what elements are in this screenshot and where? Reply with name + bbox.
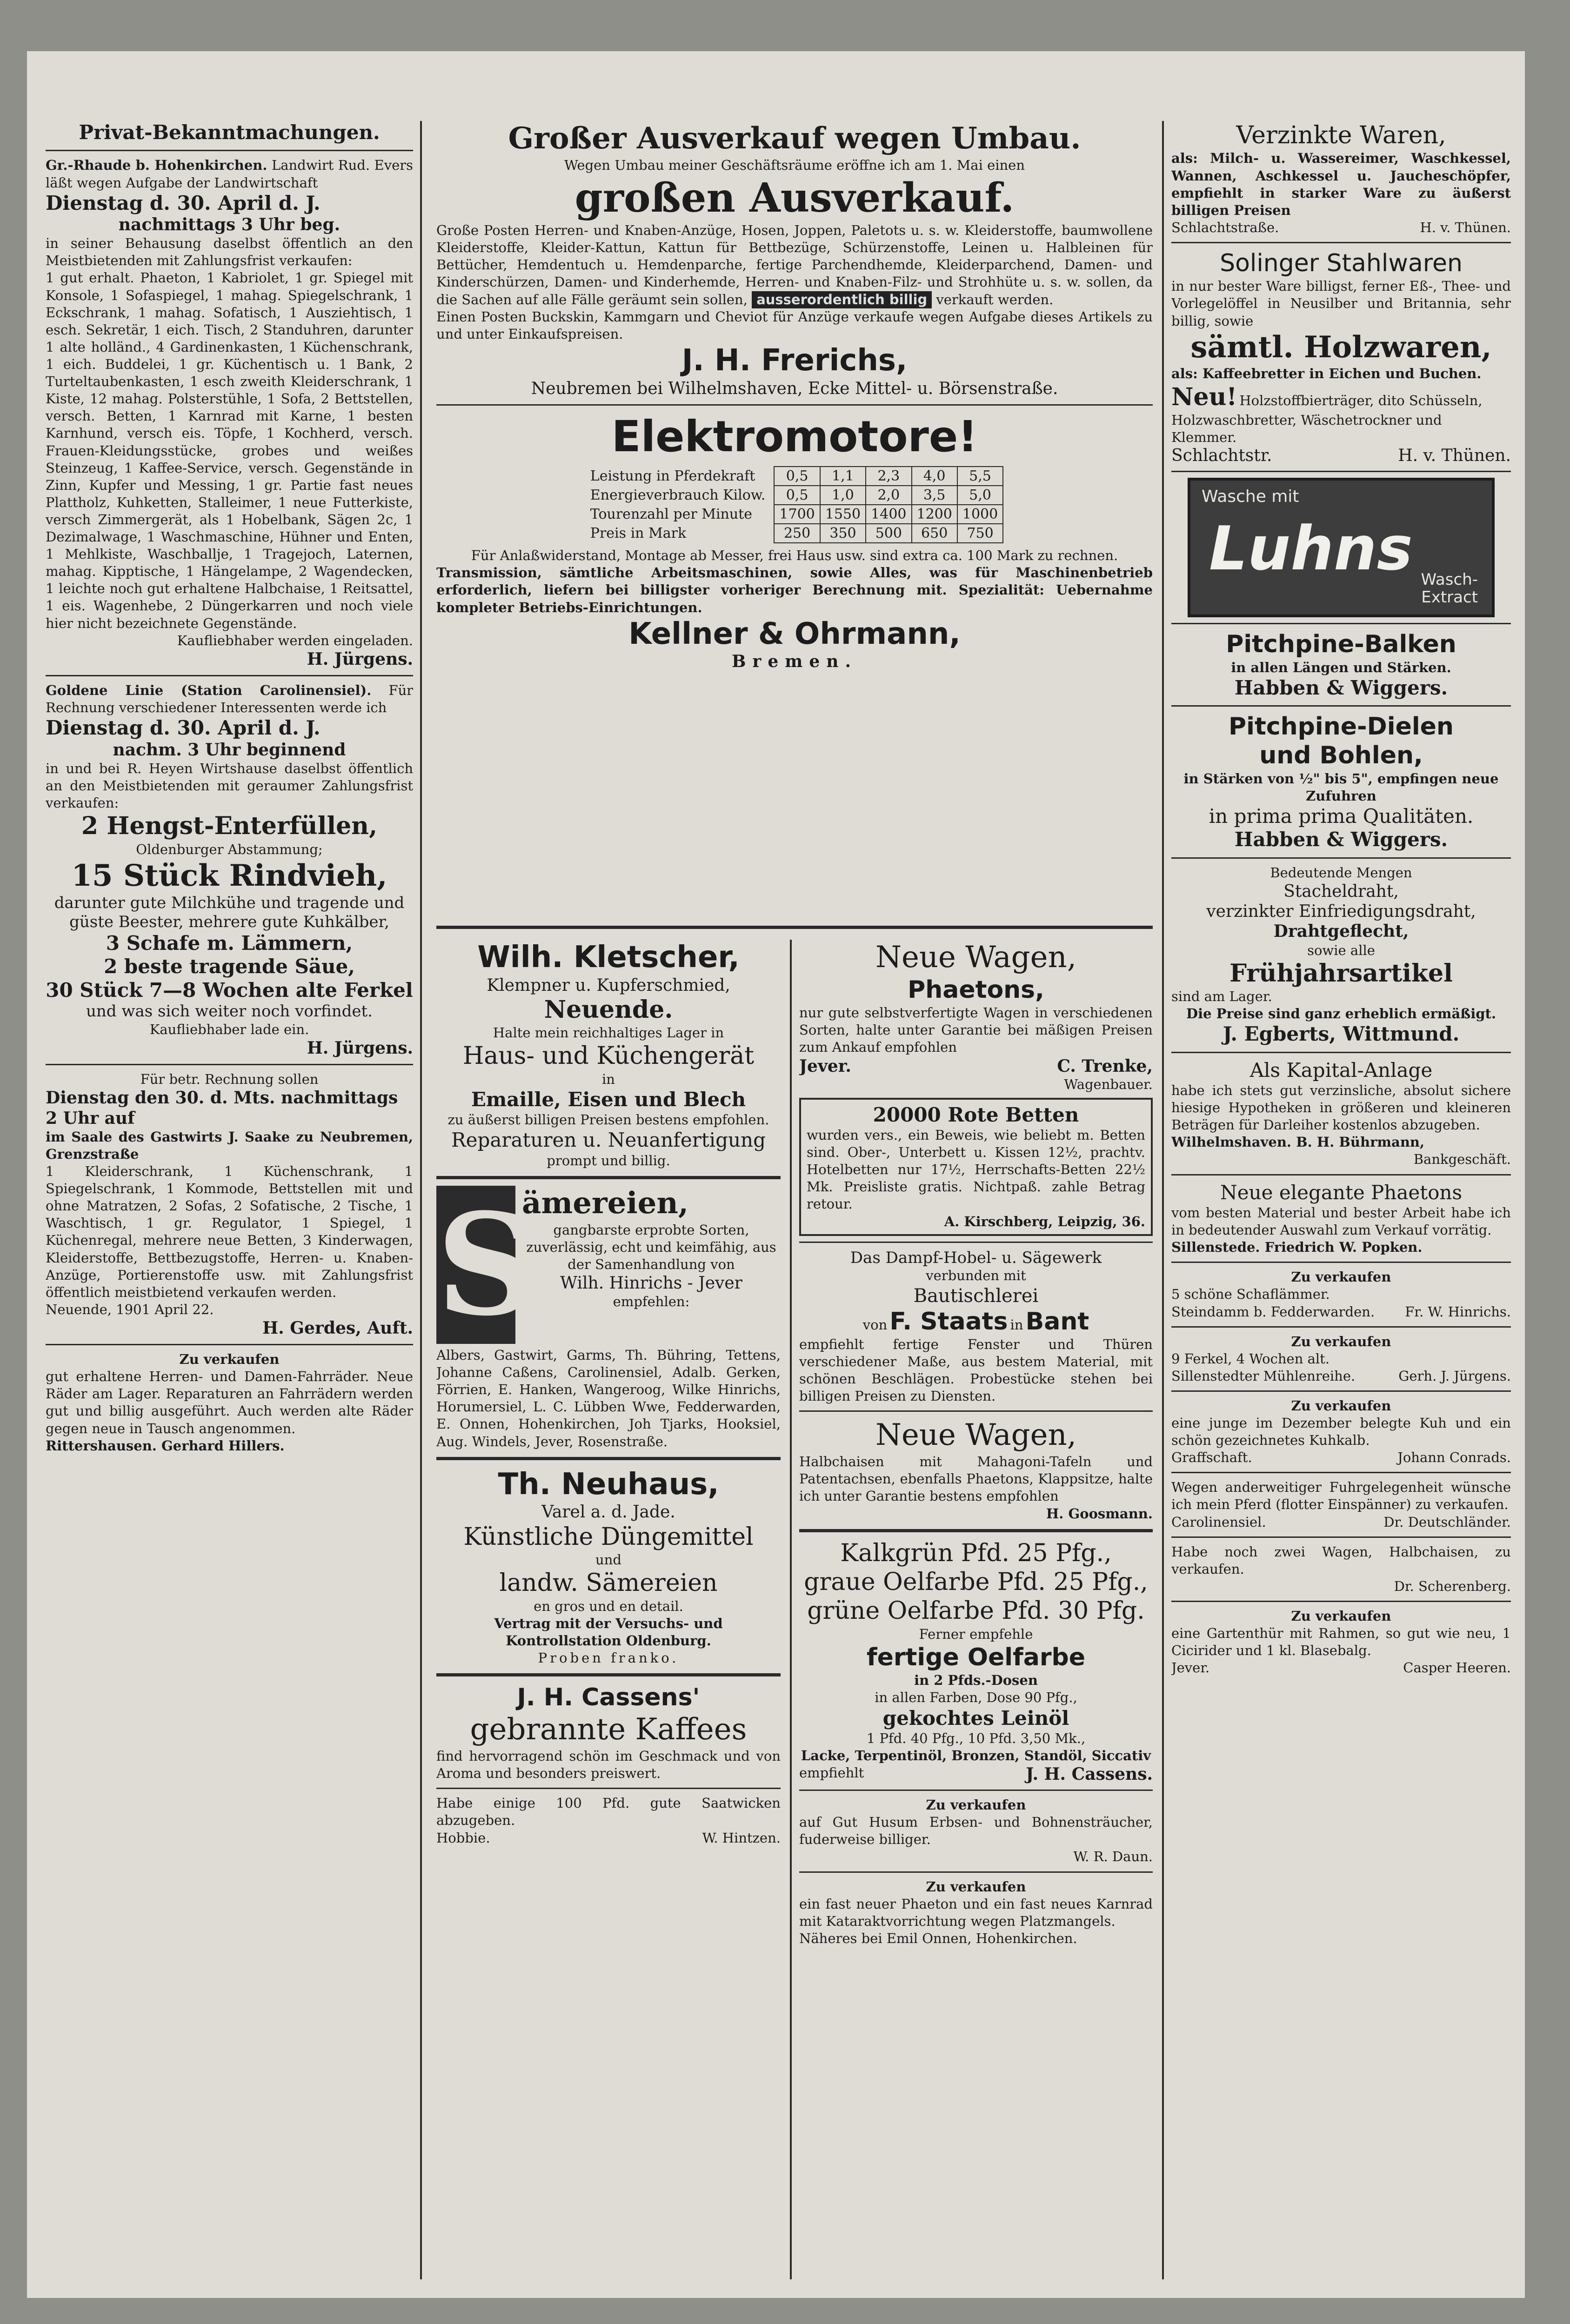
ad-signer: H. v. Thünen. [1398, 446, 1511, 466]
spec-label: Energieverbrauch Kilow. [590, 487, 766, 504]
ad-title: Zu verkaufen [1291, 1333, 1391, 1349]
ad-place: Jever. [1171, 1660, 1210, 1676]
column-rule [1162, 121, 1164, 2279]
divider [436, 1457, 781, 1460]
ad-text: Halbchaisen mit Mahagoni-Tafeln und Patentachsen, ebenfalls Phaetons, Klappsitze, halte ich unter Garantie bestens empfohlen [799, 1454, 1153, 1504]
spec-cell: 0,5 [774, 486, 820, 505]
divider [436, 1788, 781, 1789]
ad-trade: Klempner u. Kupferschmied, [487, 975, 730, 995]
ad-place: Bant [1025, 1307, 1089, 1336]
spec-cell: 1700 [774, 505, 820, 524]
ad-text: vom besten Material und bester Arbeit habe ich in bedeutender Auswahl zum Verkauf vorrätig. [1171, 1204, 1511, 1238]
ad-sub: Phaetons, [908, 975, 1044, 1004]
ad-frerichs [436, 121, 1153, 399]
ad-text: sind am Lager. [1171, 988, 1272, 1005]
ad-big-line: Reparaturen u. Neuanfertigung [451, 1129, 766, 1152]
ad-big-line: großen Ausverkauf. [575, 174, 1015, 221]
ad-place: Varel a. d. Jade. [541, 1503, 675, 1522]
ad-text: verkauft werden. [936, 291, 1054, 307]
divider [799, 1242, 1153, 1243]
ad-firm: Kellner & Ohrmann, [628, 616, 961, 651]
ad-text: Große Posten Herren- und Knaben-Anzüge, Hosen, Joppen, Paletots u. s. w. Kleiderstoffe, baumwollene Kleiderstoffe, Kleider-Kattun, Kattun für Bettbezüge, Schürzenstoffe, Leinen u. Halbleinen für Bettücher, Hemdentuch u. Hemdenparche, fertige Parchendhemde, Kleiderparchend, Damen- und Kinderschürzen, Damen- und Kinderhemde, Herren- und Knaben-Filz- und Strohhüte u. s. w. sollen, da die Sachen auf alle Fälle geräumt sein sollen, [436, 222, 1153, 307]
ad-place: Neuende. [544, 995, 673, 1024]
ad-title: und Bohlen, [1259, 741, 1423, 770]
ad-title: Elektromotore! [611, 411, 978, 461]
ad-big-line: sämtl. Holzwaren, [1190, 329, 1492, 365]
divider [1171, 705, 1511, 707]
ad-title: Verzinkte Waren, [1236, 121, 1446, 149]
spec-cell: 0,5 [774, 467, 820, 486]
ad-text: Bedeutende Mengen [1270, 864, 1412, 881]
auction-ad-gr-rhaude [46, 157, 413, 669]
ad-habben-balken [1171, 630, 1511, 700]
divider [1171, 471, 1511, 472]
ad-line: Kalkgrün Pfd. 25 Pfg., [840, 1539, 1112, 1567]
ad-date: Dienstag d. 30. April d. J. [46, 716, 321, 740]
ad-text: auf Gut Husum Erbsen- und Bohnensträucher, fuderweise billiger. [799, 1814, 1153, 1848]
ad-popken [1171, 1181, 1511, 1256]
ad-firm: Habben & Wiggers. [1234, 828, 1448, 851]
ad-text: eine junge im Dezember belegte Kuh und ein schön gezeichnetes Kuhkalb. [1171, 1415, 1511, 1449]
divider [799, 1410, 1153, 1412]
ad-signer: H. Jürgens. [307, 649, 413, 669]
ad-text: Habe noch zwei Wagen, Halbchaisen, zu verkaufen. [1171, 1543, 1511, 1577]
ad-title: Zu verkaufen [926, 1797, 1026, 1813]
ad-sub-line: Oldenburger Abstammung; [136, 841, 323, 857]
small-ad [1171, 1536, 1511, 1595]
ad-text: in Stärken von ½" bis 5", empfingen neue Zufuhren [1183, 770, 1499, 804]
ad-text: Einen Posten Buckskin, Kammgarn und Cheviot für Anzüge verkaufe wegen Aufgabe dieses Artikels zu und unter Einkaufspreisen. [436, 308, 1153, 342]
ad-signer: Dr. Scherenberg. [1394, 1578, 1511, 1594]
column-3 [1171, 121, 1511, 2279]
ad-place: Sillenstedter Mühlenreihe. [1171, 1368, 1356, 1384]
ad-place: Jever. [799, 1056, 851, 1076]
ad-trenke [799, 940, 1153, 1093]
ad-onnen [799, 1878, 1153, 1947]
ad-title: ämereien, [522, 1185, 689, 1221]
small-ads [1171, 1262, 1511, 1676]
ad-dateline: Neuende, 1901 April 22. [46, 1301, 214, 1317]
ad-title: Neue Wagen, [875, 1418, 1077, 1453]
ad-text: Das Dampf-Hobel- u. Sägewerk [850, 1248, 1102, 1267]
ad-time: nachm. 3 Uhr beginnend [113, 740, 346, 760]
ad-text: in nur bester Ware billigst, ferner Eß-, Thee- und Vorlegelöffel in Neusilber und Britannia, sehr billig, sowie [1171, 278, 1511, 329]
ad-text: empfiehlt [799, 1765, 864, 1781]
ad-firm: A. Kirschberg, Leipzig, 36. [944, 1213, 1145, 1229]
ad-text: ein fast neuer Phaeton und ein fast neues Karnrad mit Kataraktvorrichtung wegen Platzmangels. [799, 1896, 1153, 1929]
ad-text: empfehlen: [613, 1294, 690, 1310]
ad-text: in allen Längen und Stärken. [1231, 659, 1451, 675]
ad-text: Proben franko. [538, 1650, 679, 1666]
divider [46, 1344, 413, 1345]
ad-egberts [1171, 864, 1511, 1046]
small-ad [1171, 1601, 1511, 1676]
spec-cell: 4,0 [912, 467, 957, 486]
spec-cell: 350 [820, 524, 866, 543]
ad-goosmann [799, 1417, 1153, 1522]
divider [799, 1871, 1153, 1873]
ad-text: eine Gartenthür mit Rahmen, so gut wie neu, 1 Cicirider und 1 kl. Blasebalg. [1171, 1625, 1511, 1659]
ad-signer: Fr. W. Hinrichs. [1405, 1303, 1511, 1320]
divider [436, 926, 1153, 929]
ad-place: Graffschaft. [1171, 1449, 1252, 1466]
ad-text: Wegen anderweitiger Fuhrgelegenheit wünsche ich mein Pferd (flotter Einspänner) zu verkaufen. [1171, 1479, 1511, 1513]
divider [436, 404, 1153, 406]
small-ad [1171, 1326, 1511, 1385]
ad-place: Carolinensiel. [1171, 1514, 1266, 1530]
spec-cell: 650 [912, 524, 957, 543]
ad-trade: Wagenbauer. [1064, 1076, 1153, 1092]
newspaper-page [27, 51, 1525, 2298]
ad-elektromotore [436, 411, 1153, 672]
spec-cell: 1,1 [820, 467, 866, 486]
ad-text: 1 Pfd. 40 Pfg., 10 Pfd. 3,50 Mk., [866, 1730, 1086, 1746]
spec-cell: 1400 [866, 505, 911, 524]
cheap-banner: ausserordentlich billig [752, 291, 932, 308]
ad-text: Halte mein reichhaltiges Lager in [493, 1025, 724, 1041]
spec-cell: 750 [957, 524, 1003, 543]
ad-big-line: 2 Hengst-Enterfüllen, [81, 812, 378, 841]
small-ad [1171, 1262, 1511, 1320]
ad-text: 5 schöne Schaflämmer. [1171, 1286, 1330, 1302]
ad-text: Holzstoffbierträger, dito Schüsseln, Holzwaschbretter, Wäschetrockner und Klemmer. [1171, 392, 1483, 446]
ad-text: 9 Ferkel, 4 Wochen alt. [1171, 1350, 1330, 1367]
ad-thuenen-verzinkt [1171, 121, 1511, 236]
ad-signer: W. Hintzen. [702, 1830, 781, 1846]
motor-spec-table [586, 466, 1003, 543]
ad-title: Pitchpine-Dielen [1229, 713, 1454, 741]
ad-signer: Rittershausen. Gerhard Hillers. [46, 1437, 285, 1454]
column-2-right [799, 940, 1153, 2279]
ad-text: verbunden mit [926, 1268, 1026, 1284]
ad-text: als: Kaffeebretter in Eichen und Buchen. [1171, 366, 1482, 382]
ad-text: als: Milch- u. Wassereimer, Waschkessel, Wannen, Aschkessel u. Jaucheschöpfer, empfiehlt in starker Ware zu äußerst billigen Preisen [1171, 150, 1511, 218]
ad-title: Solinger Stahlwaren [1220, 249, 1463, 277]
spec-cell: 500 [866, 524, 911, 543]
spec-row [586, 505, 1003, 524]
ad-text: habe ich stets gut verzinsliche, absolut sichere hiesige Hypotheken in größeren und kleineren Beträgen für Darleiher kostenlos abzugeben. [1171, 1082, 1511, 1133]
ad-text: 1 Kleiderschrank, 1 Küchenschrank, 1 Spiegelschrank, 1 Kommode, Bettstellen mit und ohne Matratzen, 2 Sofas, 2 Sofatische, 2 Tische, 1 Waschtisch, 1 gr. Regulator, 1 Spiegel, 1 Küchenregal, mehrere neue Betten, 3 Kinderwagen, Kleiderstoffe, Bettbezugstoffe, Herren- u. Knaben-Anzüge, Portierenstoffe usw. mit Zahlungsfrist öffentlich meistbietend verkaufen werden. [46, 1163, 413, 1300]
divider [1171, 623, 1511, 624]
divider [46, 150, 413, 151]
ad-text: und [595, 1552, 621, 1568]
ad-title: Th. Neuhaus, [498, 1467, 719, 1502]
ad-line: Stacheldraht, [1283, 882, 1399, 901]
ad-text: nur gute selbstverfertigte Wagen in verschiedenen Sorten, halte unter Garantie bei mäßigen Preisen zum Ankauf empfohlen [799, 1005, 1153, 1055]
ad-city: Bremen. [731, 652, 857, 672]
ad-signer: H. Goosmann. [1046, 1505, 1153, 1522]
ad-text: Für Anlaßwiderstand, Montage ab Messer, frei Haus usw. sind extra ca. 100 Mark zu rechnen. [471, 548, 1118, 564]
ad-signer: H. Jürgens. [307, 1038, 413, 1058]
logo-text: Luhns [1209, 513, 1413, 584]
ad-items: 1 gut erhalt. Phaeton, 1 Kabriolet, 1 gr. Spiegel mit Konsole, 1 Sofaspiegel, 1 mahag. Spiegelschrank, 1 Eckschrank, 1 mahag. Sofatisch, 1 Ausziehtisch, 1 esch. Sekretär, 1 eich. Tisch, 2 Standuhren, darunter 1 alte holländ., 4 Gardinenkasten, 1 Küchenschrank, 1 eich. Buddelei, 1 gr. Küchentisch u. 1 Bank, 2 Turteltaubenkasten, 1 esch zweith Kleiderschrank, 1 Kiste, 12 mahag. Polsterstühle, 1 Sofa, 2 Bettstellen, versch. Betten, 1 Karnrad mit Karne, 1 besten Karnhund, versch eis. Töpfe, 1 Kochherd, versch. Frauen-Kleidungsstücke, grobes und weißes Steinzeug, 1 Kaffee-Service, versch. Gegenstände in Zinn, Kupfer und Messing, 1 gr. Partie fast neues Plattholz, Kuhketten, Stalleimer, 1 neue Futterkiste, versch Zimmergerät, als 1 Hobelbank, Sägen 2c, 1 Dezimalwage, 1 Waschmaschine, Hühner und Enten, 1 Mehlkiste, Waschballje, 1 Tragejoch, Laternen, mahag. Kipptische, 1 Hängelampe, 2 Wagendecken, 1 leichte noch gut erhaltene Halbchaise, 1 Reitsattel, 1 eis. Wagenhebe, 2 Düngerkarren und noch viele hier nicht bezeichnete Gegenstände. [46, 270, 413, 631]
ad-text: in [1010, 1316, 1023, 1333]
ad-buehrmann [1171, 1059, 1511, 1169]
spec-label: Preis in Mark [590, 525, 687, 542]
spec-cell: 5,5 [957, 467, 1003, 486]
ad-place: Hobbie. [436, 1830, 490, 1846]
divider [1171, 1472, 1511, 1473]
ad-text: von [862, 1316, 888, 1333]
ad-title: Neue elegante Phaetons [1220, 1181, 1463, 1204]
ad-firm: J. Egberts, Wittmund. [1223, 1022, 1460, 1046]
auction-ad-goldene-linie [46, 682, 413, 1058]
ad-text: gangbarste erprobte Sorten, zuverlässig, echt und keimfähig, aus der Samenhandlung von [526, 1222, 776, 1272]
ad-firm: J. H. Frerichs, [681, 343, 908, 378]
ad-text: Bautischlerei [913, 1285, 1039, 1307]
ad-signer: Gerh. J. Jürgens. [1398, 1368, 1511, 1384]
spec-row [586, 524, 1003, 543]
divider [1171, 1536, 1511, 1538]
ad-signer: W. R. Daun. [1073, 1849, 1153, 1865]
ad-text: wurden vers., ein Beweis, wie beliebt m. Betten sind. Ober-, Unterbett u. Kissen 12½, prachtv. Hotelbetten nur 17½, Herrschafts-Betten 22½ Mk. Preisliste gratis. Nichtpaß. zahle Betrag retour. [807, 1127, 1145, 1212]
ad-intro: Wegen Umbau meiner Geschäftsräume eröffne ich am 1. Mai einen [564, 157, 1025, 173]
logo-text: Wasch- Extract [1421, 570, 1478, 607]
ad-text: Transmission, sämtliche Arbeitsmaschinen, sowie Alles, was für Maschinenbetrieb erforderlich, liefern bei billigster vorheriger Berechnung mit. Spezialität: Uebernahme kompleter Betriebs-Einrichtungen. [436, 565, 1153, 615]
ad-buyers: Kaufliebhaber lade ein. [149, 1021, 309, 1037]
ad-intro: Landwirt Rud. Evers läßt wegen Aufgabe der Landwirtschaft [46, 157, 413, 191]
ad-text: Vertrag mit der Versuchs- und Kontrollstation Oldenburg. [494, 1615, 723, 1649]
ad-text: find hervorragend schön im Geschmack und von Aroma und besonders preiswert. [436, 1748, 781, 1782]
ad-text: Näheres bei Emil Onnen, Hohenkirchen. [799, 1930, 1077, 1946]
ad-text: Habe einige 100 Pfd. gute Saatwicken abzugeben. [436, 1795, 781, 1829]
column-1 [46, 121, 413, 2279]
ad-signer: Sillenstede. Friedrich W. Popken. [1171, 1239, 1423, 1255]
ad-habben-dielen [1171, 712, 1511, 852]
ad-big-line: 3 Schafe m. Lämmern, [106, 932, 353, 955]
ad-signer: H. v. Thünen. [1420, 219, 1511, 235]
ad-kirschberg-betten [799, 1098, 1153, 1236]
ad-date: Dienstag den 30. d. Mts. nachmittags 2 Uhr auf [46, 1088, 398, 1128]
spec-row [586, 486, 1003, 505]
small-ad [1171, 1390, 1511, 1466]
divider [1171, 242, 1511, 243]
ad-line: graue Oelfarbe Pfd. 25 Pfg., [804, 1568, 1148, 1596]
column-2-left [436, 940, 781, 2279]
column-2 [436, 121, 1153, 2279]
ad-firm: Wilhelmshaven. B. H. Bührmann, [1171, 1134, 1425, 1150]
ad-title: Großer Ausverkauf wegen Umbau. [508, 121, 1081, 156]
ad-title: Pitchpine-Balken [1226, 630, 1456, 659]
divider [46, 675, 413, 676]
divider [799, 1529, 1153, 1532]
divider [436, 1176, 781, 1179]
ad-big-line: Haus- und Küchengerät [462, 1042, 755, 1070]
ad-text: in [602, 1071, 615, 1087]
ad-big-line: fertige Oelfarbe [867, 1643, 1085, 1671]
auction-ad-neubremen [46, 1071, 413, 1338]
small-ad [1171, 1472, 1511, 1530]
ad-trade: Bankgeschäft. [1413, 1151, 1511, 1168]
ad-kletscher [436, 940, 781, 1169]
ad-text: prompt und billig. [547, 1152, 670, 1169]
ad-text: darunter gute Milchkühe und tragende und güste Beester, mehrere gute Kuhkälber, [54, 894, 405, 932]
ad-intro: Für betr. Rechnung sollen [140, 1071, 319, 1088]
ad-firm: Habben & Wiggers. [1234, 676, 1448, 699]
sale-ad-bicycles [46, 1351, 413, 1455]
ad-title: Wilh. Kletscher, [477, 940, 740, 975]
column-rule [790, 940, 792, 2279]
ad-text: und was sich weiter noch vorfindet. [86, 1002, 373, 1021]
ad-firm: Wilh. Hinrichs - Jever [560, 1274, 742, 1293]
ad-title: Zu verkaufen [179, 1351, 280, 1368]
ad-neuhaus [436, 1467, 781, 1667]
spec-cell: 2,3 [866, 467, 911, 486]
ad-signer: Johann Conrads. [1397, 1449, 1511, 1466]
ad-list: Albers, Gastwirt, Garms, Th. Bühring, Tettens, Johanne Caßens, Carolinensiel, Adalb. Gerken, Förrien, E. Hanken, Wangeroog, Wilke Hinrichs, Horumersiel, L. C. Lübben Wwe, Fedderwarden, E. Onnen, Hohenkirchen, Joh Tjarks, Hooksiel, Aug. Windels, Jever, Rosenstraße. [436, 1347, 781, 1449]
ad-intro: Für Rechnung verschiedener Interessenten werde ich [46, 682, 413, 716]
column-rule [420, 121, 422, 2279]
section-heading: Privat-Bekanntmachungen. [79, 121, 380, 144]
ad-cassens-kaffee [436, 1683, 781, 1847]
ad-title: Zu verkaufen [1291, 1397, 1391, 1414]
ad-place: Steindamm b. Fedderwarden. [1171, 1303, 1375, 1320]
divider [1171, 1262, 1511, 1263]
ad-place: Goldene Linie (Station Carolinensiel). [46, 682, 372, 698]
spec-label: Leistung in Pferdekraft [590, 468, 755, 485]
ad-signer: H. Gerdes, Auft. [262, 1318, 413, 1338]
ad-title: Zu verkaufen [1291, 1269, 1391, 1285]
divider [1171, 1052, 1511, 1053]
luhns-logo [1188, 478, 1495, 617]
ad-address: Neubremen bei Wilhelmshaven, Ecke Mittel- u. Börsenstraße. [531, 379, 1058, 398]
ad-daun [799, 1796, 1153, 1865]
ad-place: Schlachtstraße. [1171, 219, 1279, 235]
divider [1171, 1326, 1511, 1328]
ad-title: J. H. Cassens' [517, 1683, 700, 1711]
ad-signer: Casper Heeren. [1403, 1660, 1511, 1676]
spec-cell: 1550 [820, 505, 866, 524]
ad-line: grüne Oelfarbe Pfd. 30 Pfg. [807, 1597, 1145, 1625]
ad-text: Ferner empfehle [919, 1626, 1033, 1642]
drop-cap: S [436, 1182, 537, 1347]
ad-date: Dienstag d. 30. April d. J. [46, 191, 321, 214]
divider [46, 1064, 413, 1065]
spec-cell: 250 [774, 524, 820, 543]
ad-big-line: Künstliche Düngemittel [463, 1523, 754, 1551]
ad-place: im Saale des Gastwirts J. Saake zu Neubremen, Grenzstraße [46, 1129, 413, 1162]
ad-title: Als Kapital-Anlage [1249, 1058, 1433, 1082]
ad-saemereien [436, 1182, 781, 1450]
spec-cell: 2,0 [866, 486, 911, 505]
ad-title: Zu verkaufen [1291, 1608, 1391, 1624]
ad-text: in seiner Behausung daselbst öffentlich an den Meistbietenden mit Zahlungsfrist verkaufen: [46, 235, 413, 269]
spec-cell: 3,5 [912, 486, 957, 505]
ad-title: 20000 Rote Betten [873, 1103, 1079, 1126]
ad-big-line: Emaille, Eisen und Blech [471, 1088, 746, 1111]
ad-staats [799, 1249, 1153, 1405]
ad-text: gut erhaltene Herren- und Damen-Fahrräder. Neue Räder am Lager. Reparaturen an Fahrrädern werden gut und billig ausgeführt. Auch werden alte Räder gegen neue in Tausch angenommen. [46, 1369, 413, 1436]
ad-text: in allen Farben, Dose 90 Pfg., [875, 1690, 1077, 1706]
ad-place: Gr.-Rhaude b. Hohenkirchen. [46, 157, 267, 174]
ad-firm: J. H. Cassens. [1026, 1764, 1153, 1784]
ad-big-line: landw. Sämereien [499, 1569, 718, 1597]
divider [1171, 1390, 1511, 1392]
ad-text: in 2 Pfds.-Dosen [914, 1672, 1038, 1689]
ad-text: in und bei R. Heyen Wirtshause daselbst öffentlich an den Meistbietenden mit geraumer Zahlungsfrist verkaufen: [46, 760, 413, 811]
ad-text: Lacke, Terpentinöl, Bronzen, Standöl, Siccativ [801, 1748, 1151, 1764]
ad-title: Neue Wagen, [875, 940, 1077, 975]
ad-firm: F. Staats [889, 1307, 1008, 1336]
spec-cell: 1,0 [820, 486, 866, 505]
ad-text: en gros und en detail. [534, 1598, 683, 1614]
spec-cell: 1000 [957, 505, 1003, 524]
ad-big-line: 15 Stück Rindvieh, [71, 858, 387, 893]
ad-title: Zu verkaufen [926, 1878, 1026, 1895]
ad-big-line: Frühjahrsartikel [1229, 959, 1453, 988]
spec-cell: 1200 [912, 505, 957, 524]
ad-big-line: 30 Stück 7—8 Wochen alte Ferkel [46, 978, 413, 1002]
ad-big-line: 2 beste tragende Säue, [104, 955, 355, 978]
ad-time: nachmittags 3 Uhr beg. [118, 215, 341, 234]
divider [436, 1673, 781, 1676]
logo-text: Wasche mit [1202, 487, 1299, 507]
divider [1171, 1174, 1511, 1175]
ad-text: Die Preise sind ganz erheblich ermäßigt. [1186, 1006, 1497, 1022]
ad-buyers: Kaufliebhaber werden eingeladen. [177, 632, 413, 648]
neu-label: Neu! [1171, 382, 1237, 411]
divider [1171, 1601, 1511, 1602]
ad-signer: Dr. Deutschländer. [1383, 1514, 1511, 1530]
ad-signer: C. Trenke, [1057, 1056, 1153, 1076]
ad-big-line: gekochtes Leinöl [882, 1706, 1069, 1730]
ad-thuenen-solingen [1171, 249, 1511, 465]
ad-place: Schlachtstr. [1171, 446, 1272, 466]
ad-cassens-farbe [799, 1539, 1153, 1784]
ad-text: zu äußerst billigen Preisen bestens empfohlen. [448, 1112, 769, 1128]
ad-text: empfiehlt fertige Fenster und Thüren verschiedener Maße, aus bestem Material, mit schönen Beschlägen. Probestücke stehen bei billigen Preisen zu Diensten. [799, 1336, 1153, 1404]
spec-label: Tourenzahl per Minute [590, 506, 753, 523]
ad-line: Drahtgeflecht, [1273, 922, 1409, 942]
spec-cell: 5,0 [957, 486, 1003, 505]
ad-big-line: gebrannte Kaffees [470, 1712, 747, 1747]
ad-text: sowie alle [1307, 942, 1375, 958]
ad-line: verzinkter Einfriedigungsdraht, [1206, 902, 1476, 922]
spec-row [586, 467, 1003, 486]
divider [799, 1790, 1153, 1791]
ad-big-line: in prima prima Qualitäten. [1209, 805, 1474, 828]
divider [1171, 857, 1511, 859]
